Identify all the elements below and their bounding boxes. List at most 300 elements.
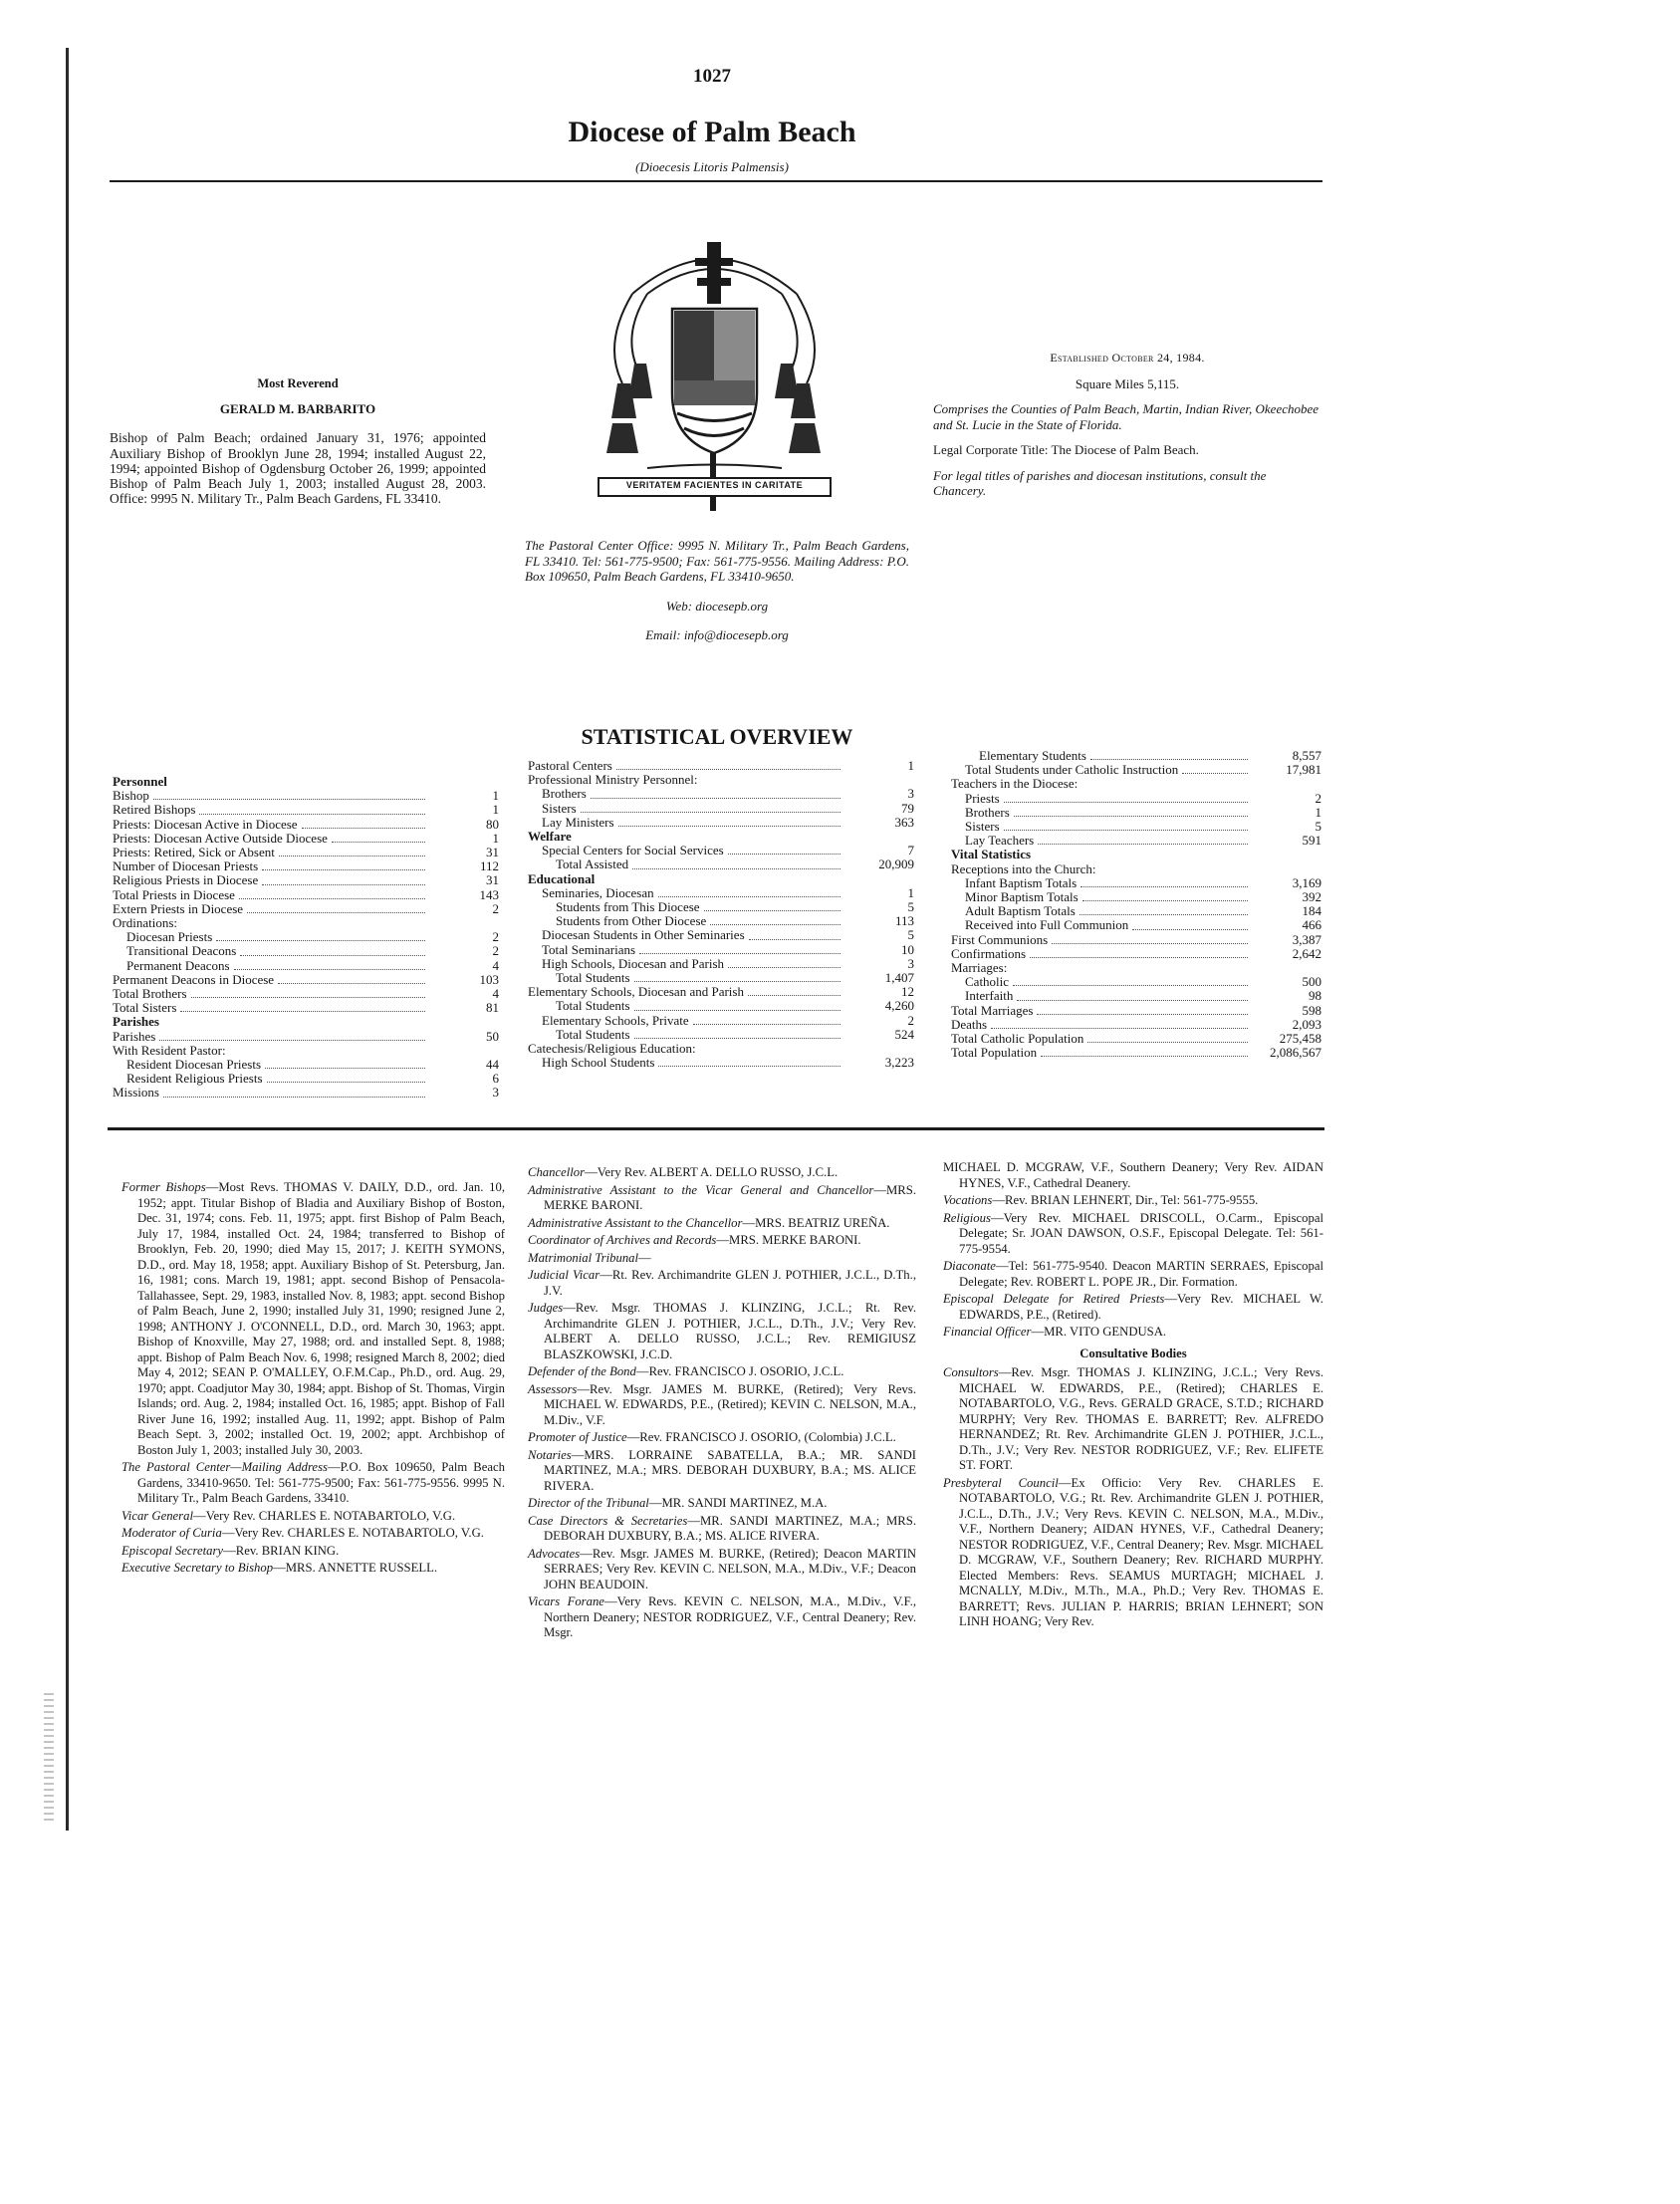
entry-text: MR. SANDI MARTINEZ, M.A.; MRS. DEBORAH DUXBURY, B.A.; MS. ALICE RIVERA. [544,1513,916,1543]
directory-entry: Presbyteral Council—Ex Officio: Very Rev. CHARLES E. NOTABARTOLO, V.G.; Rt. Rev. Archimandrite GLEN J. POTHIER, J.C.L., D.Th., J.V.; Very Revs. KEVIN C. NELSON, M.A., M.Div., V.F., Northern Deanery; AIDAN HYNES, V.F., Cathedral Deanery; NESTOR RODRIGUEZ, V.F., Central Deanery; Rev. Msgr. MICHAEL D. MCGRAW, V.F., Southern Deanery; Rev. RICHARD MURPHY. Elected Members: Revs. SEAMUS MURTAGH; MICHAEL J. MCNALLY, M.Div., M.Th., M.A., Ph.D.; Very Rev. THOMAS E. BARRETT; Revs. JULIAN P. HARRIS; BRIAN LEHNERT; SON LINH HOANG; Very Rev. [943,1475,1324,1628]
dot-leader [710,924,840,925]
dot-leader [749,939,840,940]
dot-leader [1030,957,1248,958]
stats-row [951,763,1321,777]
stats-label: First Communions [951,931,1049,947]
stats-label: Total Students under Catholic Instruction [965,762,1179,778]
stats-value: 1 [1315,804,1321,820]
dot-leader [1041,1056,1248,1057]
stats-row [113,916,499,930]
entry-role: Vicar General [121,1508,193,1523]
stats-label: High School Students [542,1055,655,1071]
dot-leader [1082,900,1248,901]
stats-row [113,789,499,803]
stats-value: 10 [901,941,914,957]
stats-row [951,890,1321,904]
stats-label: High Schools, Diocesan and Parish [542,955,725,971]
stats-label: Adult Baptism Totals [965,903,1076,919]
dot-leader [591,798,840,799]
stats-row [951,961,1321,975]
directory-entry: Administrative Assistant to the Vicar General and Chancellor—MRS. MERKE BARONI. [528,1182,916,1212]
dot-leader [159,1040,425,1041]
dot-leader [1014,816,1248,817]
directory-entry: Chancellor—Very Rev. ALBERT A. DELLO RUSSO, J.C.L. [528,1165,839,1179]
corporate-title: Legal Corporate Title: The Diocese of Palm Beach. [933,442,1199,457]
stats-value: 466 [1302,917,1321,933]
entry-text: Very Revs. KEVIN C. NELSON, M.A., M.Div., V.F., Northern Deanery; NESTOR RODRIGUEZ, V.F., Central Deanery; Rev. Msgr. [544,1594,916,1639]
stats-row [113,859,499,873]
stats-label: Total Priests in Diocese [113,886,235,902]
stats-label: Welfare [528,829,572,845]
stats-label: Received into Full Communion [965,917,1129,933]
stats-label: Sisters [965,819,1000,835]
entry-role: Promoter of Justice [528,1430,627,1444]
stats-value: 5 [907,927,914,943]
entry-text: Very Rev. MICHAEL DRISCOLL, O.Carm., Episcopal Delegate; Sr. JOAN DAWSON, O.S.F., Episcopal Delegate. Tel: 561-775-9554. [959,1210,1323,1256]
stats-row [113,873,499,887]
stats-row [528,1056,914,1070]
stats-label: Total Catholic Population [951,1031,1084,1047]
directory-entry: Consultors—Rev. Msgr. THOMAS J. KLINZING, J.C.L.; Very Revs. MICHAEL W. EDWARDS, P.E., (Retired); CHARLES E. NOTABARTOLO, V.G., Revs. GERALD GRACE, S.T.D.; RICHARD MURPHY; Very Rev. THOMAS E. BARRETT; Rev. ALFREDO HERNANDEZ; Rt. Rev. Archimandrite GLEN J. POTHIER, J.C.L., D.Th., J.V.; Very Rev. NESTOR RODRIGUEZ, V.F.; Rev. ELIFETE ST. FORT. [943,1365,1323,1472]
established-date: Established October 24, 1984. [1050,351,1205,365]
dot-leader [1013,985,1248,986]
stats-value: 81 [486,1000,499,1016]
entry-text: MR. VITO GENDUSA. [1044,1325,1167,1339]
stats-value: 17,981 [1286,762,1321,778]
stats-row [528,914,914,928]
entry-text: Rev. Msgr. JAMES M. BURKE, (Retired); Very Revs. MICHAEL W. EDWARDS, P.E., (Retired); KEVIN C. NELSON, M.A., M.Div., V.F. [544,1381,916,1427]
stats-value: 50 [486,1028,499,1044]
entry-text: Rev. BRIAN LEHNERT, Dir., Tel: 561-775-9555. [1005,1193,1259,1207]
stats-row [113,832,499,846]
dot-leader [302,828,425,829]
stats-row [528,900,914,914]
stats-row [113,987,499,1001]
entry-role: Moderator of Curia [121,1526,222,1540]
stats-row [528,759,914,773]
stats-label: Priests: Diocesan Active in Diocese [113,816,298,832]
bishop-heading: Most Reverend [257,376,339,390]
stats-row [113,1072,499,1086]
stats-value: 103 [479,971,499,987]
dot-leader [262,884,425,885]
stats-value: 2 [1315,790,1321,806]
dot-leader [639,953,840,954]
stats-value: 184 [1302,903,1321,919]
stats-row [951,918,1321,932]
stats-value: 363 [894,814,914,830]
stats-row [113,888,499,902]
directory-entry: Administrative Assistant to the Chancellor—MRS. BEATRIZ UREÑA. [528,1215,890,1230]
entry-text: P.O. Box 109650, Palm Beach Gardens, 33410-9650. Tel: 561-775-9500; Fax: 561-775-9556. 9995 N. Military Tr., Palm Beach Gardens, 33410. [137,1460,506,1505]
middle-rule [108,1127,1324,1130]
dot-leader [632,868,840,869]
stats-value: 3 [907,786,914,802]
stats-label: Receptions into the Church: [951,860,1096,876]
stats-value: 524 [894,1026,914,1042]
directory-entry: Financial Officer—MR. VITO GENDUSA. [943,1325,1167,1339]
page-number: 1027 [693,66,731,87]
dot-leader [1090,759,1248,760]
entry-role: Vocations [943,1193,993,1207]
diocese-facts [933,351,1321,509]
stats-value: 80 [486,816,499,832]
directory-entry: Assessors—Rev. Msgr. JAMES M. BURKE, (Retired); Very Revs. MICHAEL W. EDWARDS, P.E., (Retired); KEVIN C. NELSON, M.A., M.Div., V.F. [528,1381,916,1427]
stats-value: 31 [486,872,499,888]
stats-row [528,816,914,830]
stats-row [113,1058,499,1072]
stats-row [113,1086,499,1100]
stats-value: 2,642 [1292,945,1321,961]
stats-column-2 [528,759,914,1070]
stats-label: Lay Ministers [542,814,614,830]
stats-value: 12 [901,984,914,1000]
pastoral-center-info [525,538,909,643]
stats-row [113,818,499,832]
directory-entry: Notaries—MRS. LORRAINE SABATELLA, B.A.; MR. SANDI MARTINEZ, M.A.; MRS. DEBORAH DUXBURY, B.A.; MS. ALICE RIVERA. [528,1447,916,1493]
directory-entry: Promoter of Justice—Rev. FRANCISCO J. OSORIO, (Colombia) J.C.L. [528,1430,896,1444]
stats-label: Personnel [113,774,167,789]
stats-label: Religious Priests in Diocese [113,872,259,888]
stats-label: Total Students [556,970,630,986]
entry-role: Diaconate [943,1259,996,1273]
stats-label: Infant Baptism Totals [965,874,1078,890]
stats-label: Educational [528,870,596,886]
directory-entry: Judges—Rev. Msgr. THOMAS J. KLINZING, J.C.L.; Rt. Rev. Archimandrite GLEN J. POTHIER, J.C.L., D.Th., J.V.; Very Rev. ALBERT A. DELLO RUSSO, J.C.L.; Rev. REMIGIUSZ BLASZKOWSKI, J.C.D. [528,1301,916,1361]
stats-row [113,944,499,958]
entry-role: Judges [528,1301,564,1315]
dot-leader [278,983,425,984]
stats-label: With Resident Pastor: [113,1042,226,1058]
dot-leader [1017,1000,1248,1001]
stats-row [951,947,1321,961]
entry-role: Financial Officer [943,1325,1032,1339]
stats-label: Priests [965,790,1000,806]
stats-value: 2 [907,1012,914,1028]
stats-row [951,792,1321,806]
stats-label: Teachers in the Diocese: [951,776,1079,792]
stats-label: Minor Baptism Totals [965,889,1079,905]
stats-label: Pastoral Centers [528,758,612,773]
stats-label: Number of Diocesan Priests [113,858,259,874]
stats-label: Diocesan Students in Other Seminaries [542,927,745,943]
email-link[interactable]: Email: info@diocesepb.org [645,627,789,642]
entry-role: Executive Secretary to Bishop [121,1561,274,1575]
dot-leader [240,955,425,956]
stats-row [528,844,914,857]
stats-value: 1 [907,884,914,900]
stats-row [113,959,499,973]
stats-row [113,1044,499,1058]
stats-label: Seminaries, Diocesan [542,884,654,900]
stats-value: 2 [492,929,499,945]
entry-role: Director of the Tribunal [528,1496,649,1510]
stats-value: 598 [1302,1002,1321,1018]
dot-leader [163,1097,425,1098]
stats-row [528,1042,914,1056]
stats-label: Resident Diocesan Priests [126,1057,262,1073]
entry-text: Very Rev. CHARLES E. NOTABARTOLO, V.G. [205,1508,456,1523]
stats-value: 7 [907,843,914,858]
stats-value: 3 [492,1085,499,1101]
entry-text: Tel: 561-775-9540. Deacon MARTIN SERRAES, Episcopal Delegate; Rev. ROBERT L. POPE JR., Dir. Formation. [959,1259,1323,1289]
dot-leader [239,898,425,899]
stats-label: Permanent Deacons in Diocese [113,971,275,987]
directory-entry: Episcopal Secretary—Rev. BRIAN KING. [121,1543,340,1558]
entry-text: Rev. Msgr. THOMAS J. KLINZING, J.C.L.; Very Revs. MICHAEL W. EDWARDS, P.E., (Retired); CHARLES E. NOTABARTOLO, V.G., Revs. GERALD GRACE, S.T.D.; RICHARD MURPHY; Very Rev. THOMAS E. BARRETT; Rev. ALFREDO HERNANDEZ; Rt. Rev. Archimandrite GLEN J. POTHIER, J.C.L., D.Th., J.V.; Very Rev. NESTOR RODRIGUEZ, V.F.; Rev. ELIFETE ST. FORT. [959,1365,1323,1472]
dot-leader [991,1028,1248,1029]
dot-leader [634,1038,840,1039]
directory-entry: Former Bishops—Most Revs. THOMAS V. DAILY, D.D., ord. Jan. 10, 1952; appt. Titular Bishop of Bladia and Auxiliary Bishop of Boston, Dec. 31, 1974; cons. Feb. 11, 1975; appt. first Bishop of Palm Beach, July 17, 1984, installed Oct. 24, 1984; transferred to Bishop of Brooklyn, Feb. 20, 1990; died May 15, 2017; J. KEITH SYMONS, D.D., ord. May 18, 1958; appt. Auxiliary Bishop of St. Petersburg, Jan. 16, 1981; cons. March 19, 1981; appt. second Bishop of Pensacola-Tallahassee, Sept. 29, 1983, installed Nov. 8, 1983; appt. second Bishop of Palm Beach, June 2, 1990; installed July 31, 1990; resigned June 2, 1998; ANTHONY J. O'CONNELL, D.D., ord. March 30, 1963; appt. Bishop of Knoxville, May 27, 1988; ord. and installed Sept. 8, 1988; appt. Bishop of Palm Beach Nov. 6, 1998; resigned March 8, 2002; died May 4, 2012; SEAN P. O'MALLEY, O.F.M.Cap., Ph.D., ord. Aug. 29, 1970; appt. Coadjutor May 30, 1984; appt. Bishop of St. Thomas, Virgin Islands; ord. Aug. 2, 1984; installed Oct. 16, 1985; appt. Bishop of Fall River June 16, 1992; installed Aug. 11, 1992; appt. Bishop of Palm Beach Sept. 3, 2002; installed Oct. 19, 2002; appt. Archbishop of Boston July 1, 2003; installed July 30, 2003. [121,1180,505,1457]
stats-value: 4,260 [884,998,914,1014]
dot-leader [191,997,425,998]
stats-label: Parishes [113,1014,159,1030]
directory-entry: Vicars Forane—Very Revs. KEVIN C. NELSON, M.A., M.Div., V.F., Northern Deanery; NESTOR RODRIGUEZ, V.F., Central Deanery; Rev. Msgr. [528,1594,916,1639]
entry-text: MRS. LORRAINE SABATELLA, B.A.; MR. SANDI MARTINEZ, M.A.; MRS. DEBORAH DUXBURY, B.A.; MS. ALICE RIVERA. [544,1447,916,1493]
entry-role: Defender of the Bond [528,1364,636,1378]
stats-section-heading [113,775,499,789]
entry-role: Religious [943,1210,991,1225]
stats-row [113,1030,499,1044]
dot-leader [658,896,840,897]
stats-value: 2,093 [1292,1016,1321,1032]
stats-label: Permanent Deacons [126,957,230,973]
entry-text: Most Revs. THOMAS V. DAILY, D.D., ord. Jan. 10, 1952; appt. Titular Bishop of Bladia and Auxiliary Bishop of Boston, Dec. 31, 1974; cons. Feb. 11, 1975; appt. first Bishop of Palm Beach, July 17, 1984, installed Oct. 24, 1984; transferred to Bishop of Brooklyn, Feb. 20, 1990; died May 15, 2017; J. KEITH SYMONS, D.D., ord. May 18, 1958; appt. Auxiliary Bishop of St. Petersburg, Jan. 16, 1981; cons. March 19, 1981; appt. second Bishop of Pensacola-Tallahassee, Sept. 29, 1983, installed Nov. 8, 1983; appt. second Bishop of Palm Beach, June 2, 1990; installed July 31, 1990; resigned June 2, 1998; ANTHONY J. O'CONNELL, D.D., ord. March 30, 1963; appt. Bishop of Knoxville, May 27, 1988; ord. and installed Sept. 8, 1988; appt. Bishop of Palm Beach Nov. 6, 1998; resigned March 8, 2002; died May 4, 2012; SEAN P. O'MALLEY, O.F.M.Cap., Ph.D., ord. Aug. 29, 1970; appt. Coadjutor May 30, 1984; appt. Bishop of St. Thomas, Virgin Islands; ord. Aug. 2, 1984; installed Oct. 16, 1985; appt. Bishop of Fall River June 16, 1992; installed Aug. 11, 1992; appt. Bishop of Palm Beach Sept. 3, 2002; installed Oct. 19, 2002; appt. Archbishop of Boston July 1, 2003; installed July 30, 2003. [137,1180,505,1457]
stats-row [951,933,1321,947]
stats-row [528,957,914,971]
scan-artifact [44,1693,54,1823]
stats-row [951,749,1321,763]
stats-section-heading [113,1015,499,1029]
stats-label: Lay Teachers [965,833,1035,849]
directory-entry: The Pastoral Center—Mailing Address—P.O. Box 109650, Palm Beach Gardens, 33410-9650. Tel: 561-775-9500; Fax: 561-775-9556. 9995 N. Military Tr., Palm Beach Gardens, 33410. [121,1460,506,1505]
stats-label: Total Sisters [113,1000,177,1016]
directory-entry: Vocations—Rev. BRIAN LEHNERT, Dir., Tel: 561-775-9555. [943,1193,1259,1207]
entry-text: Rev. Msgr. THOMAS J. KLINZING, J.C.L.; Rt. Rev. Archimandrite GLEN J. POTHIER, J.C.L., D.Th., J.V.; Very Rev. ALBERT A. DELLO RUSSO, J.C.L.; Rev. REMIGIUSZ BLASZKOWSKI, J.C.D. [544,1301,916,1361]
stats-label: Total Population [951,1045,1038,1061]
directory-entry [943,1160,1323,1191]
entry-text: Rev. FRANCISCO J. OSORIO, (Colombia) J.C.L. [639,1430,896,1444]
stats-value: 8,557 [1292,748,1321,763]
dot-leader [234,969,425,970]
stats-label: Diocesan Priests [126,929,213,945]
bishop-bio: Bishop of Palm Beach; ordained January 31, 1976; appointed Auxiliary Bishop of Brooklyn June 28, 1994; installed August 22, 1994; appointed Bishop of Ogdensburg October 26, 1999; appointed Bishop of Palm Beach July 1, 2003; installed August 28, 2003. Office: 9995 N. Military Tr., Palm Beach Gardens, FL 33410. [110,430,486,507]
top-rule [110,180,1322,182]
stats-label: Catechesis/Religious Education: [528,1041,696,1057]
dot-leader [658,1066,840,1067]
directory-entry: Judicial Vicar—Rt. Rev. Archimandrite GLEN J. POTHIER, J.C.L., D.Th., J.V. [528,1268,916,1298]
dot-leader [180,1011,425,1012]
stats-value: 2 [492,943,499,959]
stats-value: 143 [479,886,499,902]
stats-value: 1 [907,758,914,773]
stats-row [113,846,499,859]
directory-entry: Coordinator of Archives and Records—MRS. MERKE BARONI. [528,1233,861,1247]
stats-row [528,857,914,871]
entry-role: Episcopal Delegate for Retired Priests [943,1292,1165,1306]
stats-value: 20,909 [878,857,914,872]
stats-label: Brothers [542,786,587,802]
dot-leader [634,1010,840,1011]
crest-motto: VERITATEM FACIENTES IN CARITATE [625,480,804,490]
stats-value: 3,169 [1292,874,1321,890]
stats-value: 5 [907,899,914,915]
dot-leader [1037,1014,1248,1015]
directory-entry: Defender of the Bond—Rev. FRANCISCO J. OSORIO, J.C.L. [528,1364,844,1378]
stats-row [951,820,1321,834]
stats-row [113,803,499,817]
entry-text: Rev. FRANCISCO J. OSORIO, J.C.L. [648,1364,844,1378]
stats-label: Total Seminarians [542,941,636,957]
stats-section-heading [951,848,1321,861]
stats-row [528,886,914,900]
stats-label: Brothers [965,804,1010,820]
dot-leader [153,799,425,800]
page-subtitle: (Dioecesis Litoris Palmensis) [635,159,789,174]
dot-leader [1182,773,1248,774]
stats-value: 112 [479,858,499,874]
dot-leader [1087,1042,1248,1043]
stats-value: 275,458 [1279,1031,1321,1047]
directory-entry: Executive Secretary to Bishop—MRS. ANNETTE RUSSELL. [121,1561,438,1575]
website-link[interactable]: Web: diocesepb.org [665,598,769,613]
stats-label: Parishes [113,1028,156,1044]
stats-row [951,834,1321,848]
bishop-block [110,376,486,506]
stats-row [951,806,1321,820]
dot-leader [267,1082,426,1083]
dot-leader [704,910,840,911]
stats-value: 4 [492,986,499,1002]
entry-text: Rt. Rev. Archimandrite GLEN J. POTHIER, J.C.L., D.Th., J.V. [544,1268,916,1298]
stats-label: Total Assisted [556,857,629,872]
stats-section-heading [528,830,914,844]
stats-label: Total Brothers [113,986,187,1002]
entry-role: Chancellor [528,1165,586,1179]
stats-row [528,928,914,942]
stats-label: Bishop [113,788,149,804]
stats-label: Total Students [556,1026,630,1042]
stats-row [951,989,1321,1003]
stats-label: Marriages: [951,960,1008,976]
entry-role: Judicial Vicar [528,1268,600,1282]
dot-leader [728,967,840,968]
stats-row [528,985,914,999]
stats-value: 4 [492,957,499,973]
entry-role: Notaries [528,1447,572,1462]
stats-row [113,973,499,987]
stats-row [951,862,1321,876]
stats-value: 31 [486,845,499,860]
stats-row [951,975,1321,989]
dot-leader [728,854,840,855]
stats-section-heading [528,872,914,886]
dot-leader [199,814,425,815]
dot-leader [247,912,425,913]
dot-leader [279,856,425,857]
stats-label: Students from This Diocese [556,899,700,915]
bishop-name: GERALD M. BARBARITO [219,401,376,417]
stats-value: 392 [1302,889,1321,905]
stats-value: 113 [894,913,914,929]
directory-entry: Episcopal Delegate for Retired Priests—Very Rev. MICHAEL W. EDWARDS, P.E., (Retired). [943,1292,1323,1322]
dot-leader [1132,929,1248,930]
entry-text: MR. SANDI MARTINEZ, M.A. [661,1496,828,1510]
entry-text: Very Rev. ALBERT A. DELLO RUSSO, J.C.L. [597,1165,839,1179]
stats-row [113,930,499,944]
dot-leader [616,769,840,770]
stats-label: Total Students [556,998,630,1014]
stats-row [528,802,914,816]
stats-row [951,777,1321,791]
stats-label: Retired Bishops [113,802,196,818]
stats-value: 5 [1315,819,1321,835]
entry-role: Vicars Forane [528,1594,604,1608]
stats-value: 500 [1302,974,1321,990]
dot-leader [1038,844,1248,845]
dot-leader [634,981,840,982]
section-heading: Consultative Bodies [1080,1346,1187,1360]
stats-row [951,1032,1321,1046]
stats-label: Confirmations [951,945,1027,961]
dot-leader [1004,830,1248,831]
stats-row [951,1004,1321,1018]
dot-leader [1080,886,1248,887]
dot-leader [265,1068,425,1069]
dot-leader [618,826,840,827]
entry-role: Former Bishops [121,1180,206,1194]
stats-row [528,943,914,957]
stats-label: Sisters [542,800,577,816]
dot-leader [748,995,840,996]
stats-value: 1 [492,802,499,818]
page-title: Diocese of Palm Beach [568,116,856,148]
stats-value: 79 [901,800,914,816]
entry-role: Coordinator of Archives and Records [528,1233,717,1247]
stats-row [951,1046,1321,1060]
entry-text: Very Rev. CHARLES E. NOTABARTOLO, V.G. [234,1526,484,1540]
directory-column-3 [943,1160,1323,1632]
stats-label: Elementary Schools, Private [542,1012,689,1028]
legal-titles-note: For legal titles of parishes and diocesan institutions, consult the Chancery. [933,467,1267,498]
stats-label: Interfaith [965,988,1014,1004]
stats-value: 591 [1302,833,1321,849]
stats-value: 44 [486,1057,499,1073]
directory-column-2 [528,1165,916,1643]
dot-leader [262,869,425,870]
entry-role: Advocates [528,1546,581,1561]
entry-role: Administrative Assistant to the Vicar General and Chancellor [528,1182,874,1197]
stats-label: Ordinations: [113,915,177,931]
scan-margin-line [66,48,69,1831]
stats-label: Total Marriages [951,1002,1034,1018]
entry-role: Assessors [528,1381,578,1396]
stats-value: 1 [492,830,499,846]
coat-of-arms [593,234,837,518]
stats-row [528,1014,914,1028]
dot-leader [1080,914,1248,915]
entry-role: Administrative Assistant to the Chancellor [528,1215,743,1230]
stats-row [951,876,1321,890]
coat-of-arms-icon [593,234,837,518]
entry-text: Very Rev. MICHAEL W. EDWARDS, P.E., (Retired). [959,1292,1323,1322]
stats-label: Deaths [951,1016,988,1032]
entry-text: Rev. BRIAN KING. [235,1543,340,1558]
counties-text: Comprises the Counties of Palm Beach, Martin, Indian River, Okeechobee and St. Lucie in the State of Florida. [933,401,1320,432]
stats-label: Professional Ministry Personnel: [528,772,698,788]
stats-label: Resident Religious Priests [126,1071,263,1087]
entry-role: Episcopal Secretary [121,1543,224,1558]
